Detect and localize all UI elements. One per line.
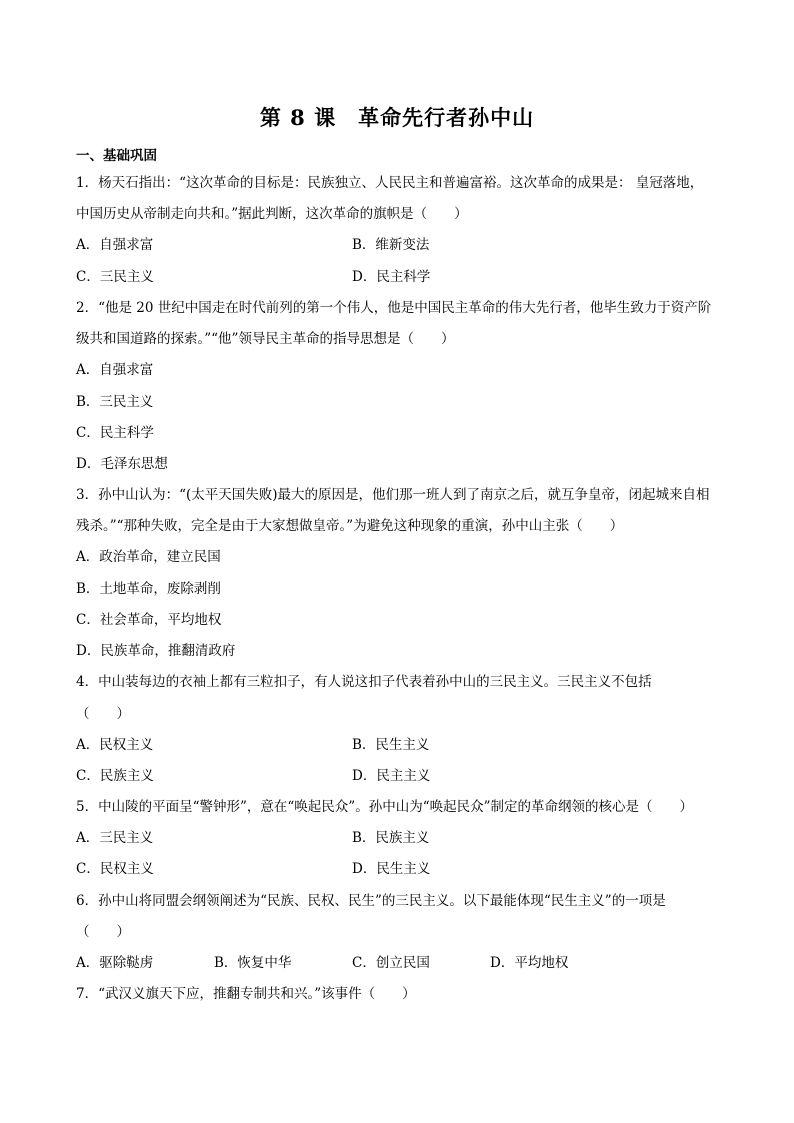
question-6-option-b: B．恢复中华	[214, 955, 292, 971]
question-3-option-a: A．政治革命，建立民国	[76, 549, 221, 565]
question-1-line-1: 1．杨天石指出：“这次革命的目标是：民族独立、人民民主和普遍富裕。这次革命的成果是： 皇冠落地，	[76, 175, 704, 191]
question-3-option-b: B．土地革命，废除剥削	[76, 581, 221, 597]
question-4-line-2: （ ）	[76, 706, 130, 722]
question-4-option-a: A．民权主义	[76, 737, 154, 753]
question-6-option-c: C．创立民国	[352, 955, 430, 971]
question-4-option-c: C．民族主义	[76, 768, 154, 784]
question-5-option-b: B．民族主义	[352, 830, 430, 846]
page-title: 第 8 课 革命先行者孙中山	[259, 105, 535, 130]
question-4-option-b: B．民生主义	[352, 737, 430, 753]
question-2-option-a: A．自强求富	[76, 362, 154, 378]
question-1-option-a: A．自强求富	[76, 237, 154, 253]
question-5-line-1: 5．中山陵的平面呈“警钟形”，意在“唤起民众”。孙中山为“唤起民众”制定的革命纲领的核心是（ ）	[76, 799, 693, 815]
question-2-line-2: 级共和国道路的探索。”“他”领导民主革命的指导思想是（ ）	[76, 331, 455, 347]
question-6-option-a: A．驱除鞑虏	[76, 955, 154, 971]
question-3-line-2: 残杀。”“那种失败，完全是由于大家想做皇帝。”为避免这种现象的重演，孙中山主张（ ）	[76, 518, 624, 534]
question-3-line-1: 3．孙中山认为：“(太平天国失败)最大的原因是，他们那一班人到了南京之后，就互争皇帝，闭起城来自相	[76, 487, 710, 503]
question-2-option-c: C．民主科学	[76, 425, 154, 441]
question-1-option-c: C．三民主义	[76, 269, 154, 285]
question-1-option-d: D．民主科学	[352, 269, 431, 285]
question-2-option-d: D．毛泽东思想	[76, 456, 168, 472]
question-6-line-1: 6．孙中山将同盟会纲领阐述为“民族、民权、民生”的三民主义。以下最能体现“民生主义”的一项是	[76, 893, 666, 909]
question-3-option-c: C．社会革命，平均地权	[76, 612, 222, 628]
question-5-option-c: C．民权主义	[76, 861, 154, 877]
section-heading: 一、基础巩固	[76, 148, 157, 164]
question-2-line-1: 2．“他是 20 世纪中国走在时代前列的第一个伟人，他是中国民主革命的伟大先行者，他毕生致力于资产阶	[76, 300, 712, 316]
question-4-line-1: 4．中山装每边的衣袖上都有三粒扣子，有人说这扣子代表着孙中山的三民主义。三民主义不包括	[76, 674, 652, 690]
question-6-line-2: （ ）	[76, 924, 130, 940]
question-5-option-d: D．民生主义	[352, 861, 431, 877]
question-7-line-1: 7．“武汉义旗天下应，推翻专制共和兴。”该事件（ ）	[76, 986, 416, 1002]
question-5-option-a: A．三民主义	[76, 830, 154, 846]
question-3-option-d: D．民族革命，推翻清政府	[76, 643, 236, 659]
question-1-option-b: B．维新变法	[352, 237, 430, 253]
question-6-option-d: D．平均地权	[490, 955, 569, 971]
question-2-option-b: B．三民主义	[76, 394, 154, 410]
question-4-option-d: D．民主主义	[352, 768, 431, 784]
question-1-line-2: 中国历史从帝制走向共和。”据此判断，这次革命的旗帜是（ ）	[76, 206, 468, 222]
